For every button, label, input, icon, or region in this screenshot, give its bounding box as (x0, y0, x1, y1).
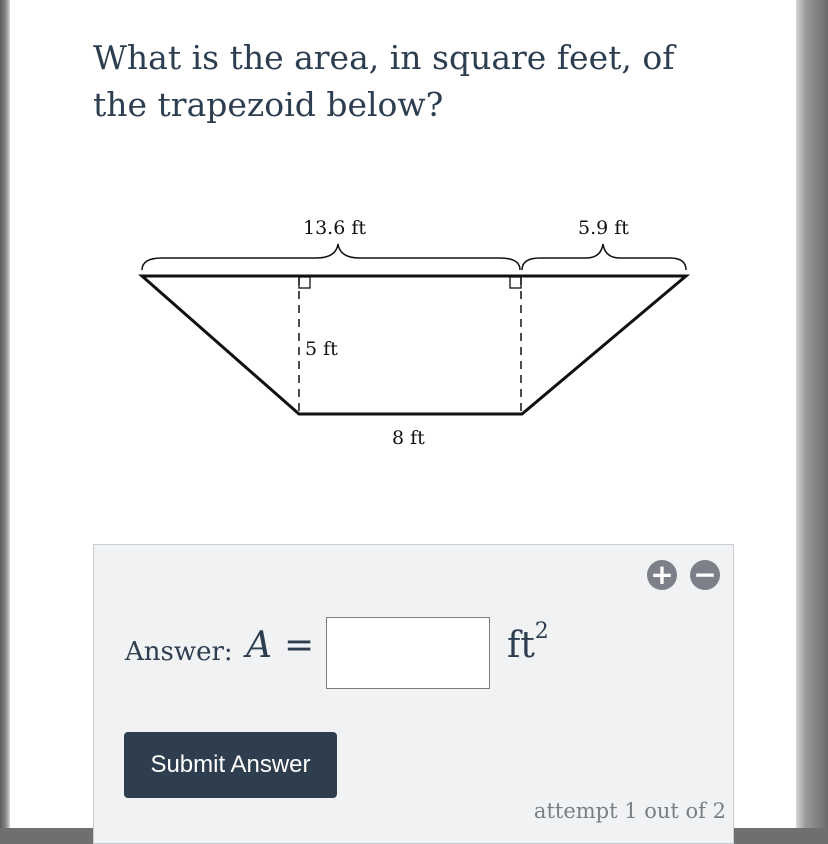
plus-circle-icon[interactable]: + (647, 560, 677, 590)
bottom-label: 8 ft (392, 427, 425, 449)
minus-circle-icon[interactable]: − (690, 560, 720, 590)
answer-label: Answer: (125, 637, 233, 667)
height-label: 5 ft (305, 338, 338, 360)
question-text: What is the area, in square feet, of the trapezoid below? (93, 38, 675, 124)
submit-answer-button[interactable]: Submit Answer (124, 732, 337, 798)
answer-panel (93, 544, 734, 844)
brace-right-segment (522, 244, 686, 270)
right-angle-marker-left (299, 277, 310, 288)
area-variable: A (246, 625, 272, 666)
answer-input[interactable] (326, 617, 490, 689)
top-left-label: 13.6 ft (303, 217, 367, 239)
right-angle-marker-right (510, 277, 521, 288)
equals-sign: = (284, 625, 315, 666)
unit-exponent: 2 (534, 619, 549, 644)
unit-base: ft (507, 625, 535, 666)
attempt-counter: attempt 1 out of 2 (533, 799, 726, 823)
unit-label (507, 619, 549, 666)
top-right-label: 5.9 ft (578, 217, 629, 239)
brace-left-segment (142, 244, 520, 270)
trapezoid-shape (142, 276, 686, 414)
